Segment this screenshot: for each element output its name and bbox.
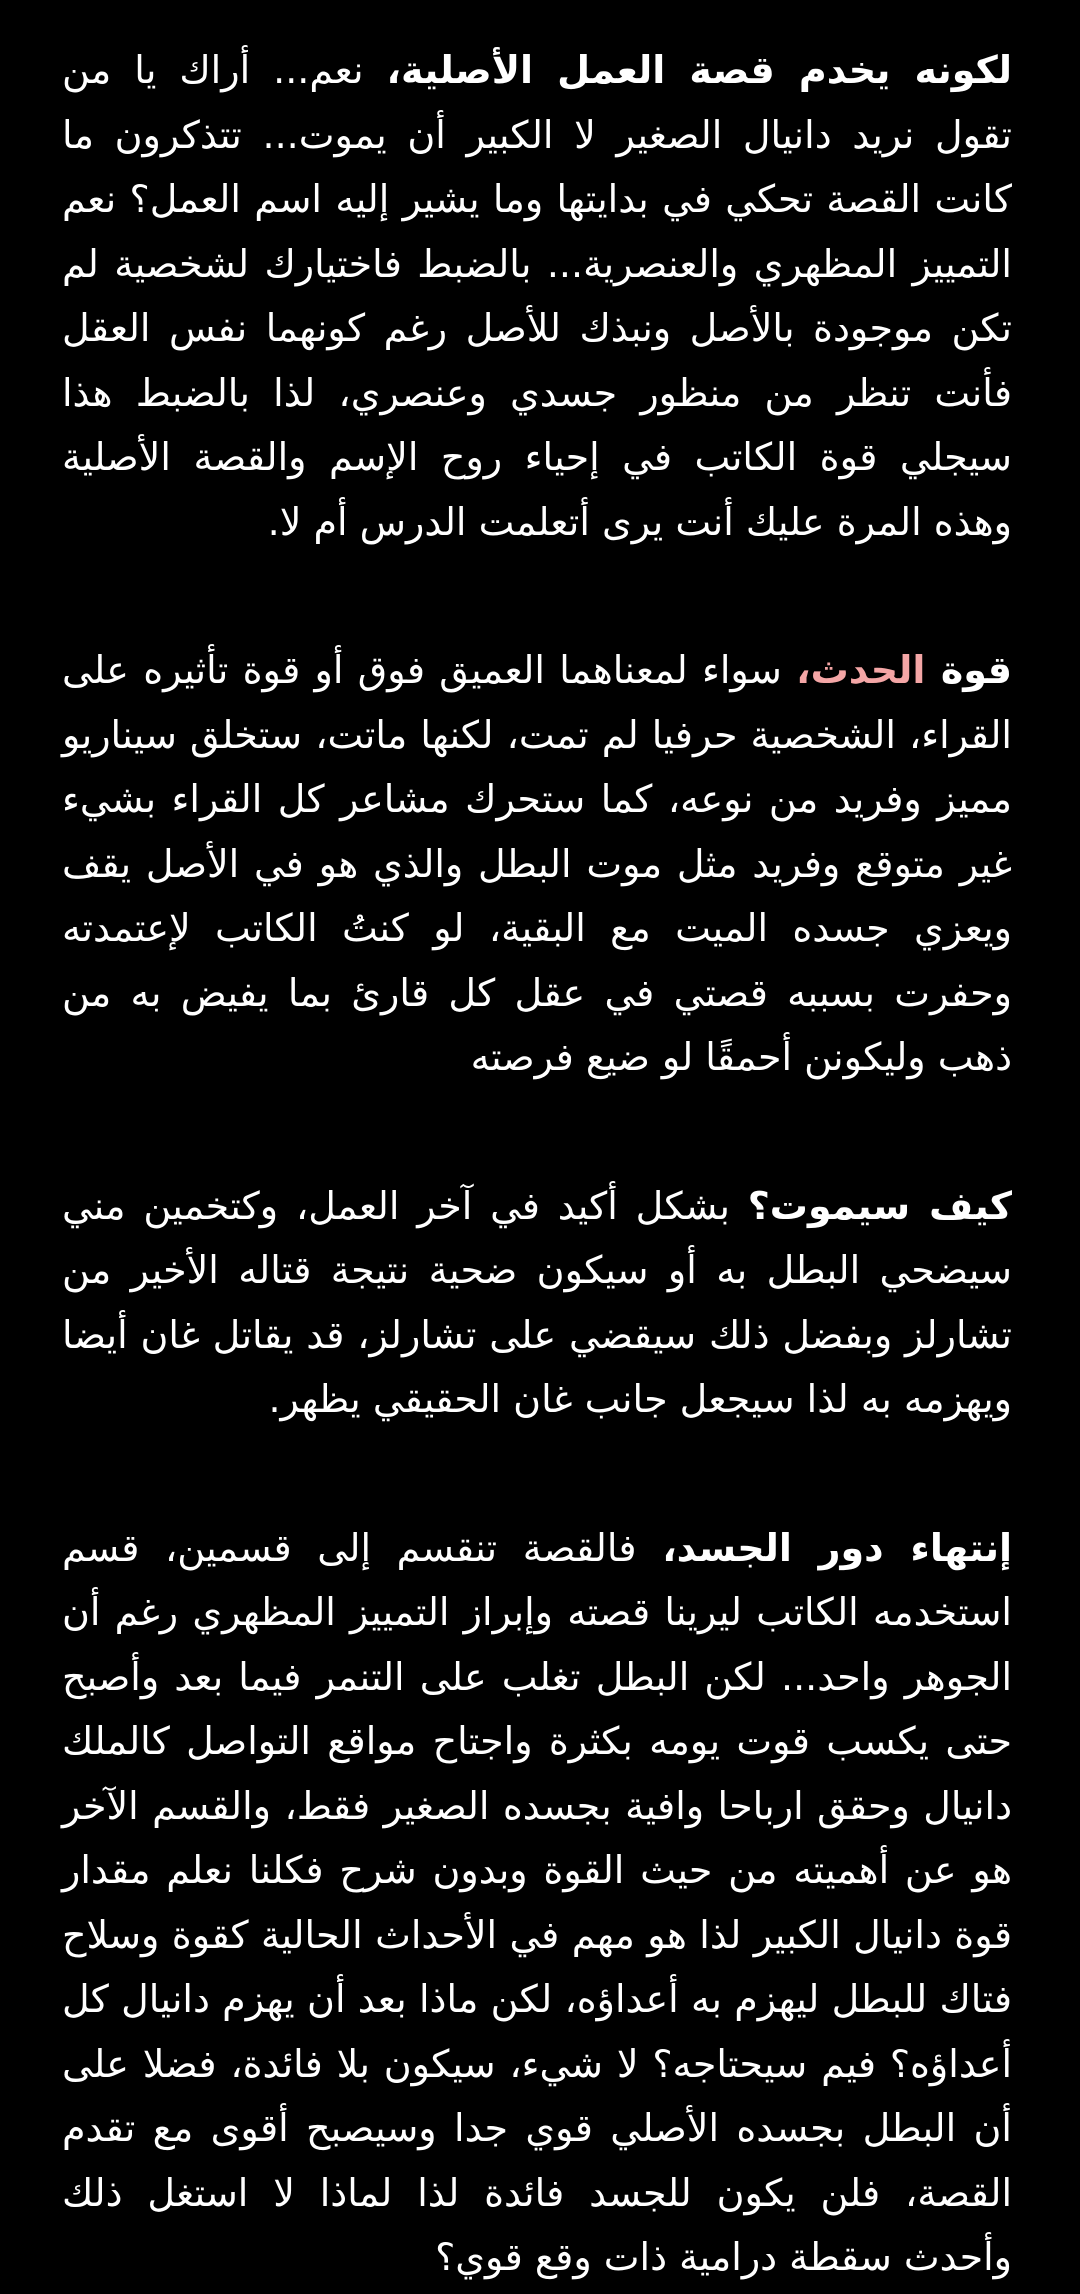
paragraph-original-story bbox=[62, 38, 1012, 554]
paragraph-text: بشكل أكيد في آخر العمل، وكتخمين مني سيضحي البطل به أو سيكون ضحية نتيجة قتاله الأخير من تشارلز وبفضل ذلك سيقضي على تشارلز، قد يقاتل غان أيضا ويهزمه به لذا سيجعل جانب غان الحقيقي يظهر. bbox=[62, 1183, 1012, 1421]
paragraph-lead-highlight: الحدث، bbox=[796, 648, 941, 692]
paragraph-body-role-end bbox=[62, 1516, 1012, 2290]
paragraph-text: سواء لمعناهما العميق فوق أو قوة تأثيره على القراء، الشخصية حرفيا لم تمت، لكنها ماتت، ستخلق سيناريو مميز وفريد من نوعه، كما ستحرك مشاعر كل القراء بشيء غير متوقع وفريد مثل موت البطل والذي هو في الأصل يقف ويعزي جسده الميت مع البقية، لو كنتُ الكاتب لإعتمدته وحفرت بسببه قصتي في عقل كل قارئ بما يفيض به من ذهب وليكونن أحمقًا لو ضيع فرصته bbox=[62, 648, 1012, 1079]
paragraph-text: نعم... أراك يا من تقول نريد دانيال الصغير لا الكبير أن يموت... تتذكرون ما كانت القصة تحكي في بدايتها وما يشير إليه اسم العمل؟ نعم التمييز المظهري والعنصرية... بالضبط فاختيارك لشخصية لم تكن موجودة بالأصل ونبذك للأصل رغم كونهما نفس العقل فأنت تنظر من منظور جسدي وعنصري، لذا بالضبط هذا سيجلي قوة الكاتب في إحياء روح الإسم والقصة الأصلية وهذه المرة عليك أنت يرى أتعلمت الدرس أم لا. bbox=[62, 48, 1012, 544]
paragraph-lead: إنتهاء دور الجسد، bbox=[662, 1525, 1013, 1570]
paragraph-lead: لكونه يخدم قصة العمل الأصلية، bbox=[386, 48, 1012, 92]
paragraph-lead: قوة bbox=[940, 648, 1012, 692]
paragraph-lead: كيف سيموت؟ bbox=[747, 1183, 1012, 1228]
paragraph-text: فالقصة تنقسم إلى قسمين، قسم استخدمه الكاتب ليرينا قصته وإبراز التمييز المظهري رغم أن الجوهر واحد... لكن البطل تغلب على التنمر فيما بعد وأصبح حتى يكسب قوت يومه بكثرة واجتاح مواقع التواصل كالملك دانيال وحقق ارباحا وافية بجسده الصغير فقط، والقسم الآخر هو عن أهميته من حيث القوة وبدون شرح فكلنا نعلم مقدار قوة دانيال الكبير لذا هو مهم في الأحداث الحالية كقوة وسلاح فتاك للبطل ليهزم به أعداؤه، لكن ماذا بعد أن يهزم دانيال كل أعداؤه؟ فيم سيحتاجه؟ لا شيء، سيكون بلا فائدة، فضلا على أن البطل بجسده الأصلي قوي جدا وسيصبح أقوى مع تقدم القصة، فلن يكون للجسد فائدة لذا لماذا لا استغل ذلك وأحدث سقطة درامية ذات وقع قوي؟ bbox=[62, 1525, 1012, 2279]
article-body bbox=[62, 38, 1012, 2290]
paragraph-how-will-die bbox=[62, 1174, 1012, 1432]
paragraph-event-power bbox=[62, 638, 1012, 1090]
